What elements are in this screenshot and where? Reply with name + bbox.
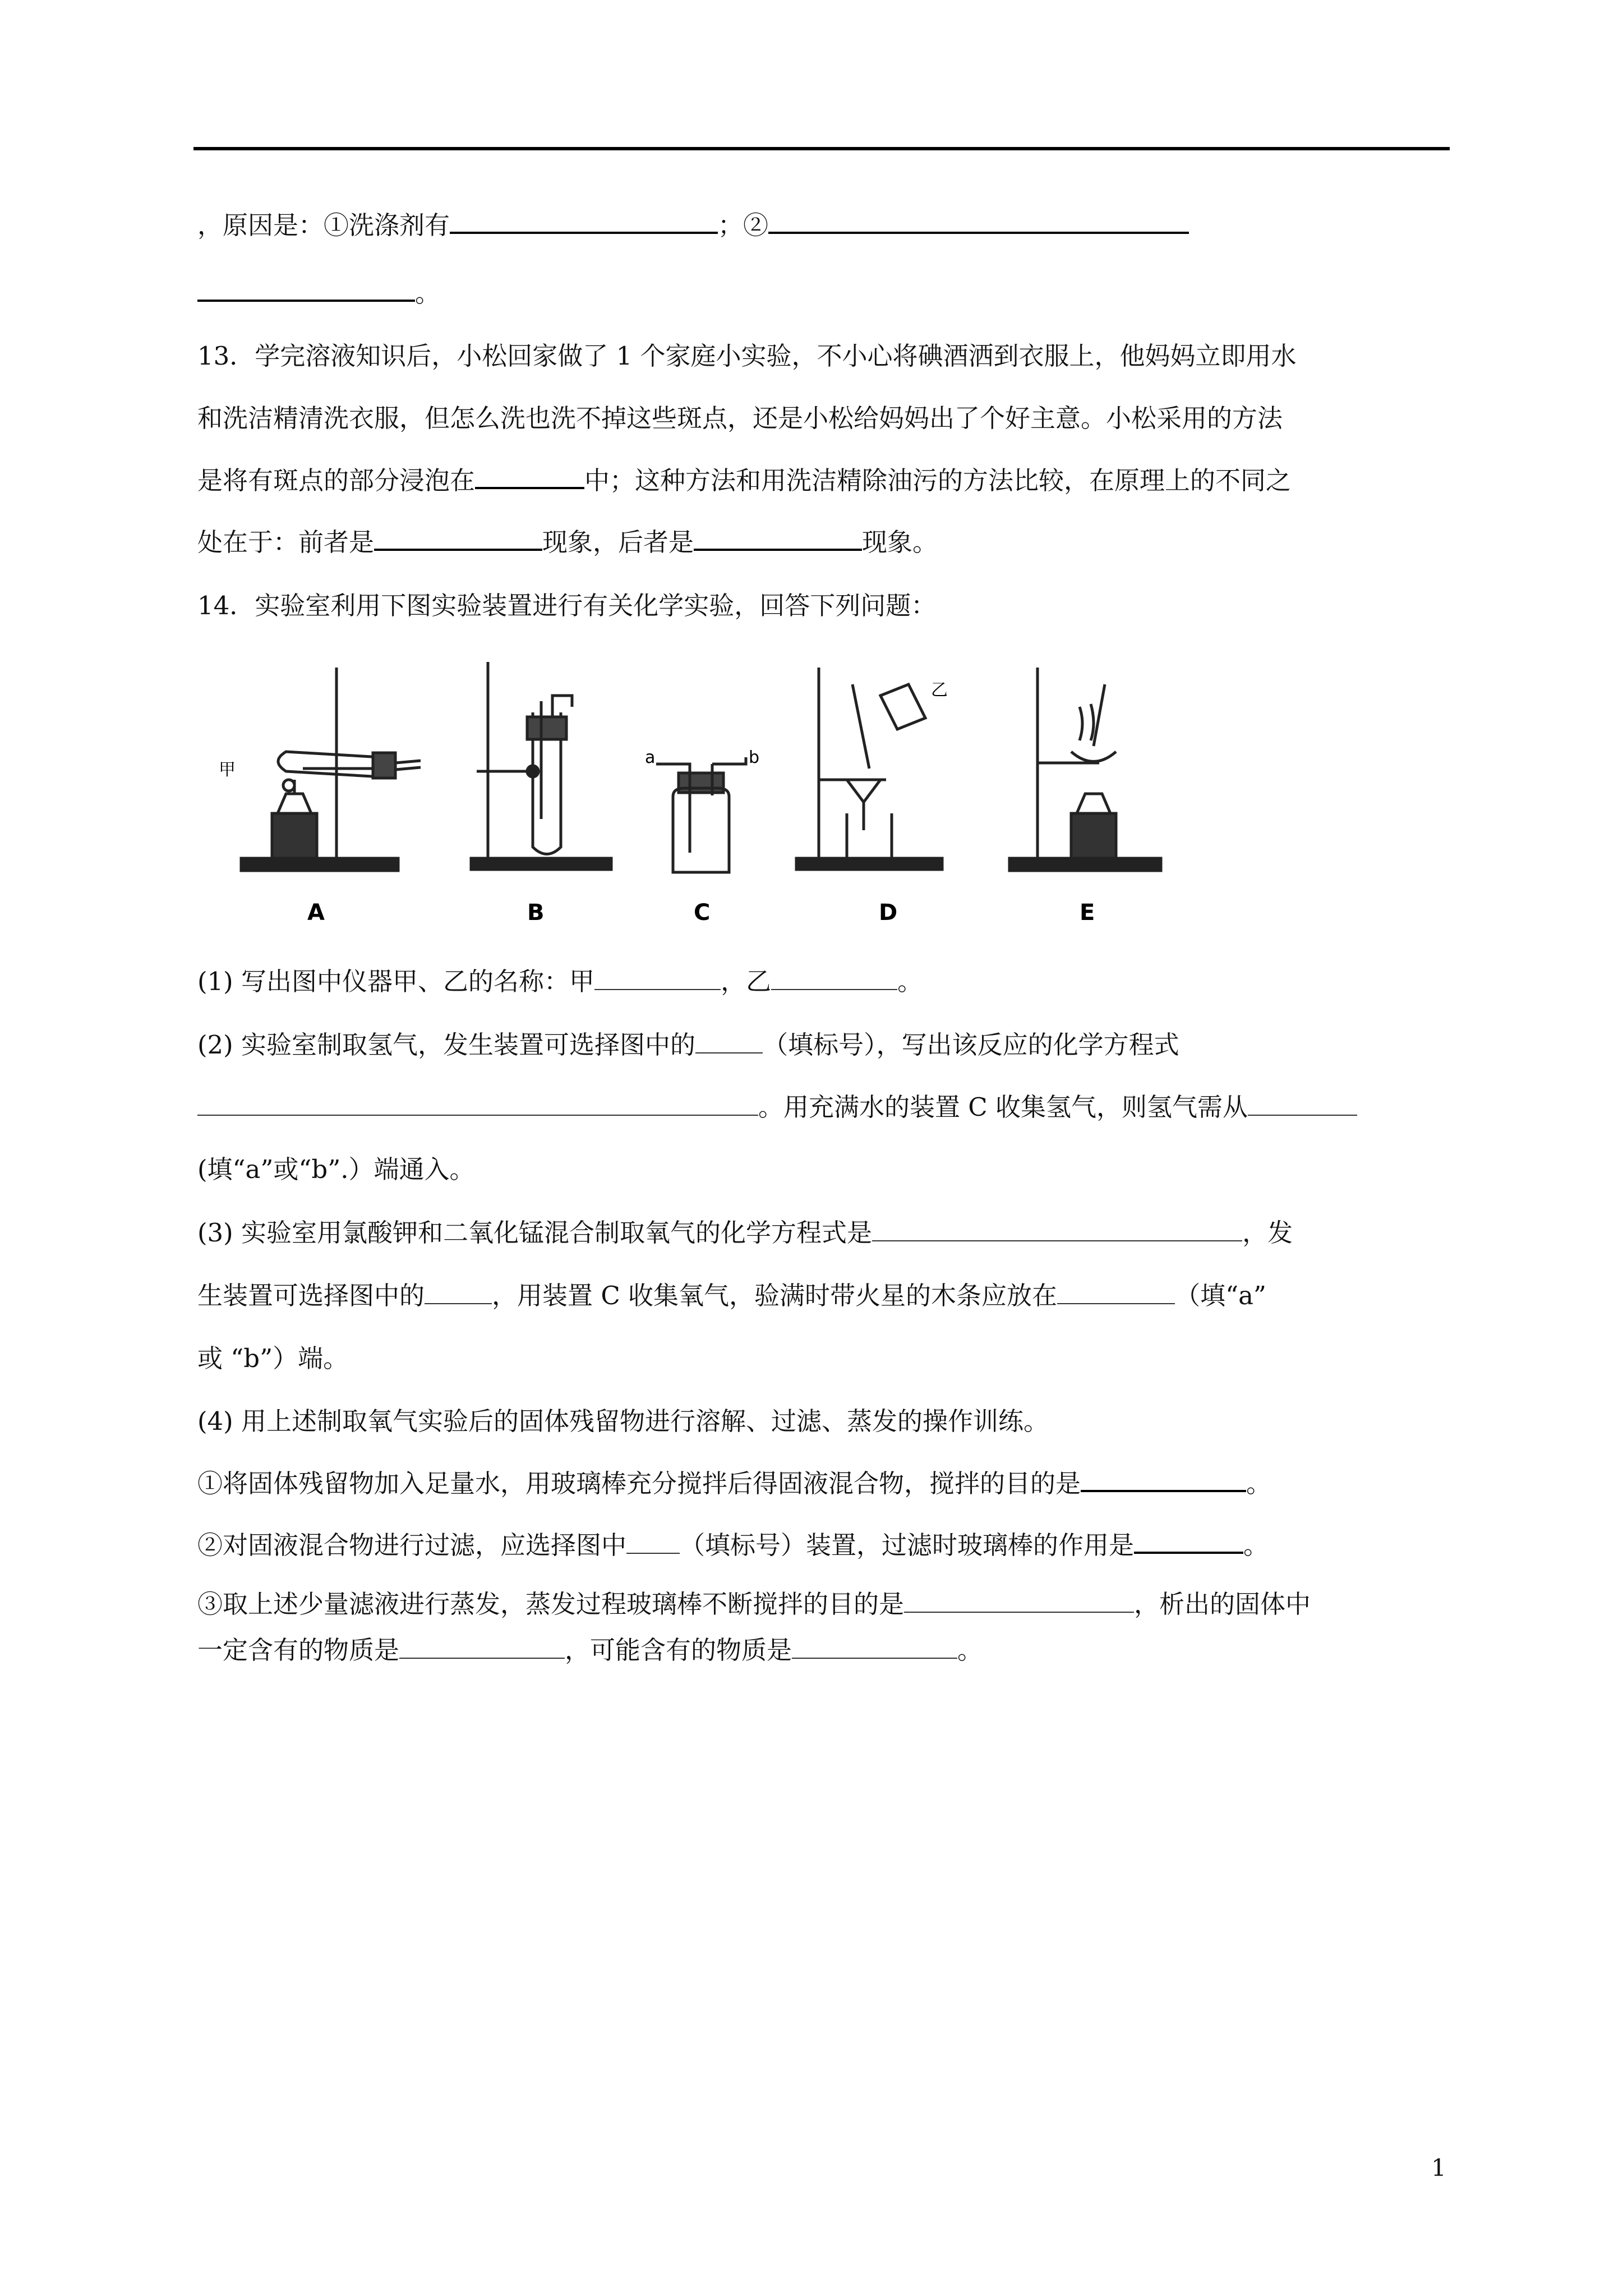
- blank-q13-former[interactable]: [374, 526, 542, 551]
- label-jia: 甲: [219, 760, 236, 780]
- label-e: E: [1080, 900, 1095, 926]
- step-1: ①将固体残留物加入足量水，用玻璃棒充分搅拌后得固液混合物，搅拌的目的是 。: [197, 1469, 1272, 1498]
- apparatus-svg: [208, 651, 1172, 942]
- blank-reason-2[interactable]: [768, 209, 1189, 234]
- blank-possible-substance[interactable]: [792, 1635, 957, 1659]
- blank-rod-function[interactable]: [1134, 1529, 1243, 1554]
- line-reason-cont: 。: [197, 277, 440, 310]
- sub-question-1: (1) 写出图中仪器甲、乙的名称：甲 ，乙 。: [197, 967, 923, 996]
- q13-line-1: 13．学完溶液知识后，小松回家做了 1 个家庭小实验，不小心将碘酒洒到衣服上，他妈妈立即用水: [197, 341, 1297, 371]
- sub-question-3-line-3: 或 “b”）端。: [197, 1343, 349, 1373]
- apparatus-a: [241, 668, 421, 871]
- apparatus-c: [656, 757, 746, 872]
- apparatus-figure: [208, 651, 1172, 942]
- q13-line-2: 和洗洁精清洗衣服，但怎么洗也洗不掉这些斑点，还是小松给妈妈出了个好主意。小松采用的方法: [197, 403, 1283, 433]
- q13-line-3: 是将有斑点的部分浸泡在 中；这种方法和用洗洁精除油污的方法比较，在原理上的不同之: [197, 466, 1292, 495]
- sub-question-3-line-1: (3) 实验室用氯酸钾和二氧化锰混合制取氧气的化学方程式是 ，发: [197, 1218, 1293, 1248]
- sub-question-3-line-2: 生装置可选择图中的 ，用装置 C 收集氧气，验满时带火星的木条应放在 （填“a”: [197, 1281, 1266, 1310]
- label-c: C: [694, 900, 711, 926]
- blank-filter-apparatus[interactable]: [626, 1530, 680, 1554]
- blank-reason-2-cont[interactable]: [197, 277, 415, 302]
- step-3-line-1: ③取上述少量滤液进行蒸发，蒸发过程玻璃棒不断搅拌的目的是 ，析出的固体中: [197, 1589, 1311, 1619]
- sub-question-2-line-1: (2) 实验室制取氢气，发生装置可选择图中的 （填标号），写出该反应的化学方程式: [197, 1030, 1179, 1060]
- blank-h2-equation[interactable]: [197, 1092, 758, 1116]
- step-2: ②对固液混合物进行过滤，应选择图中 （填标号）装置，过滤时玻璃棒的作用是 。: [197, 1530, 1269, 1560]
- line-reason: ，原因是：①洗涤剂有 ；②: [197, 209, 1189, 242]
- blank-evap-purpose[interactable]: [904, 1589, 1134, 1613]
- apparatus-d: [796, 668, 942, 869]
- sub-question-2-line-3: (填“a”或“b”.）端通入。: [197, 1154, 475, 1184]
- blank-o2-equation[interactable]: [872, 1218, 1242, 1241]
- label-a: A: [307, 900, 325, 926]
- sub-question-4: (4) 用上述制取氧气实验后的固体残留物进行溶解、过滤、蒸发的操作训练。: [197, 1406, 1049, 1436]
- blank-jia-name[interactable]: [594, 967, 721, 990]
- blank-o2-apparatus[interactable]: [425, 1281, 492, 1304]
- label-port-b: b: [749, 748, 760, 767]
- label-port-a: a: [645, 748, 656, 767]
- label-yi: 乙: [931, 680, 948, 700]
- blank-h2-port[interactable]: [1248, 1092, 1357, 1116]
- page-number: 1: [1431, 2154, 1446, 2182]
- blank-reason-1[interactable]: [450, 209, 718, 234]
- step-3-line-2: 一定含有的物质是 ，可能含有的物质是 。: [197, 1635, 983, 1665]
- blank-h2-apparatus[interactable]: [695, 1030, 763, 1053]
- blank-yi-name[interactable]: [771, 967, 897, 990]
- label-d: D: [879, 900, 898, 926]
- q13-line-4: 处在于：前者是 现象，后者是 现象。: [197, 527, 938, 557]
- blank-stir-purpose[interactable]: [1081, 1467, 1246, 1492]
- sub-question-2-line-2: 。用充满水的装置 C 收集氢气，则氢气需从: [197, 1091, 1357, 1124]
- header-rule: [193, 147, 1450, 150]
- blank-o2-port[interactable]: [1057, 1281, 1175, 1304]
- blank-certain-substance[interactable]: [399, 1635, 565, 1659]
- label-b: B: [527, 900, 545, 926]
- apparatus-e: [1009, 668, 1161, 871]
- blank-q13-solvent[interactable]: [475, 464, 584, 489]
- apparatus-b: [471, 662, 611, 869]
- q14-title: 14．实验室利用下图实验装置进行有关化学实验，回答下列问题：: [197, 591, 937, 620]
- blank-q13-latter[interactable]: [694, 526, 862, 551]
